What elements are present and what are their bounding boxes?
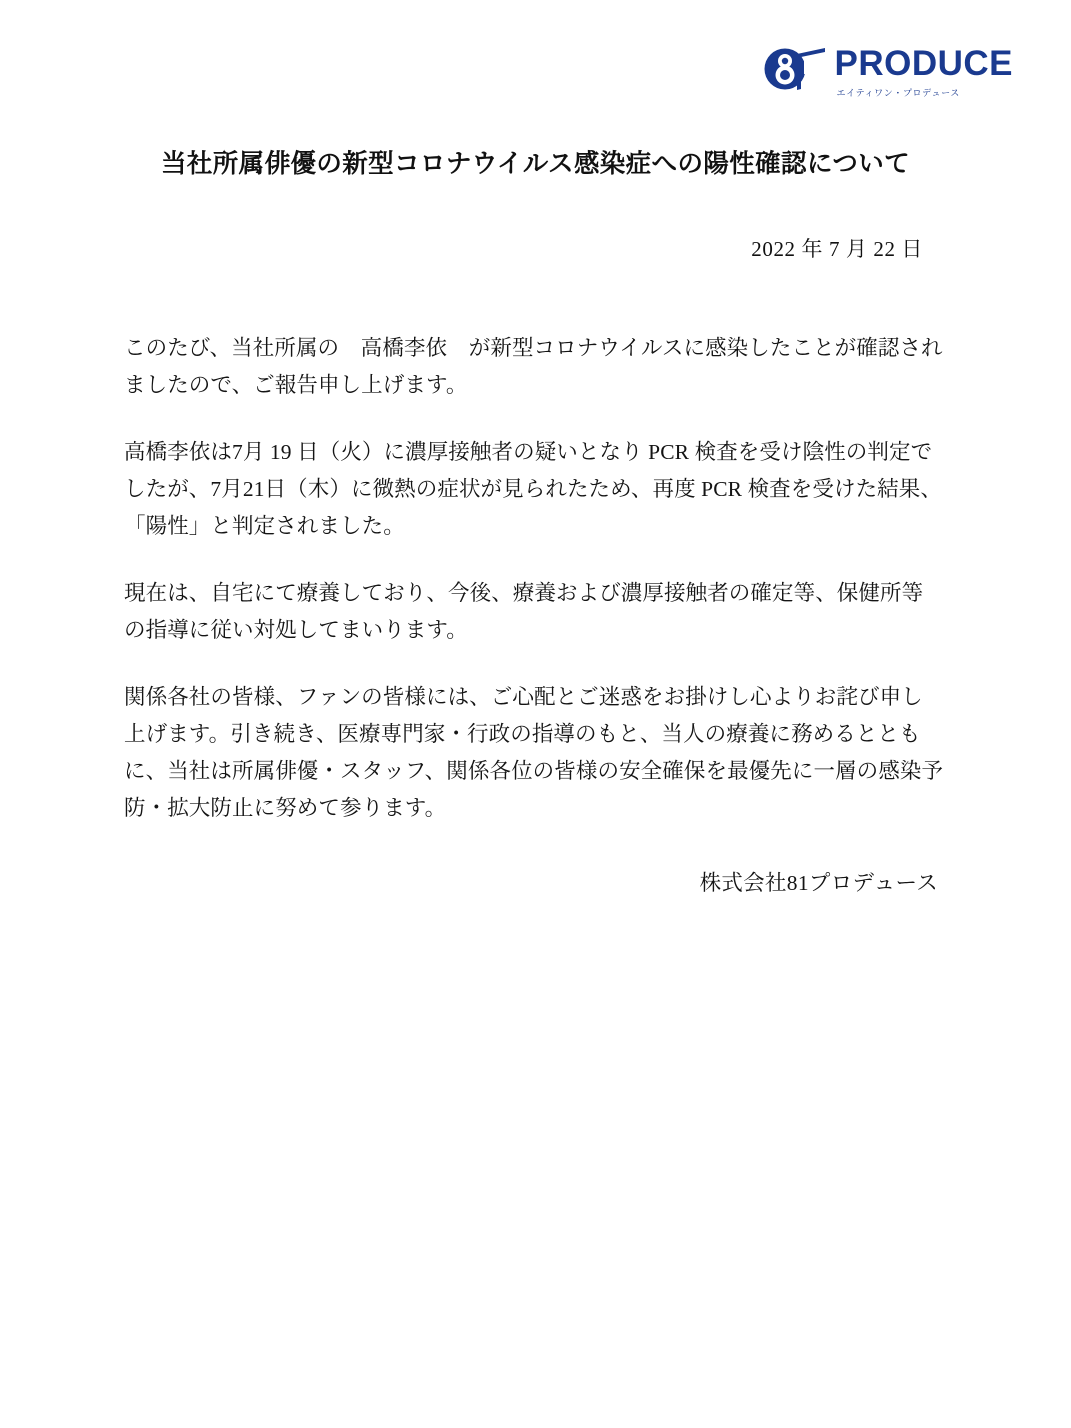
81-produce-logo-mark-icon bbox=[764, 44, 830, 94]
document-date: 2022 年 7 月 22 日 bbox=[751, 237, 923, 261]
company-logo bbox=[764, 44, 1013, 99]
body-paragraph: 高橋李依は7月 19 日（火）に濃厚接触者の疑いとなり PCR 検査を受け陰性の判定でしたが、7月21日（木）に微熱の症状が見られたため、再度 PCR 検査を受けた結果、「陽性」と判定されました。 bbox=[124, 439, 942, 538]
body-paragraph: 現在は、自宅にて療養しており、今後、療養および濃厚接触者の確定等、保健所等の指導に従い対処してまいります。 bbox=[124, 580, 924, 642]
document-body bbox=[124, 330, 944, 827]
logo-text bbox=[834, 46, 1013, 99]
company-signature: 株式会社81プロデュース bbox=[699, 871, 938, 895]
logo-subtext: エイティワン・プロデュース bbox=[836, 88, 960, 98]
body-paragraph: このたび、当社所属の 高橋李依 が新型コロナウイルスに感染したことが確認されましたので、ご報告申し上げます。 bbox=[124, 336, 943, 397]
page-title: 当社所属俳優の新型コロナウイルス感染症への陽性確認について bbox=[160, 150, 911, 178]
logo-wordmark: PRODUCE bbox=[834, 44, 1013, 83]
body-paragraph: 関係各社の皆様、ファンの皆様には、ご心配とご迷惑をお掛けし心よりお詫び申し上げます。引き続き、医療専門家・行政の指導のもと、当人の療養に務めるとともに、当社は所属俳優・スタッフ、関係各位の皆様の安全確保を最優先に一層の感染予防・拡大防止に努めて参ります。 bbox=[124, 684, 944, 820]
